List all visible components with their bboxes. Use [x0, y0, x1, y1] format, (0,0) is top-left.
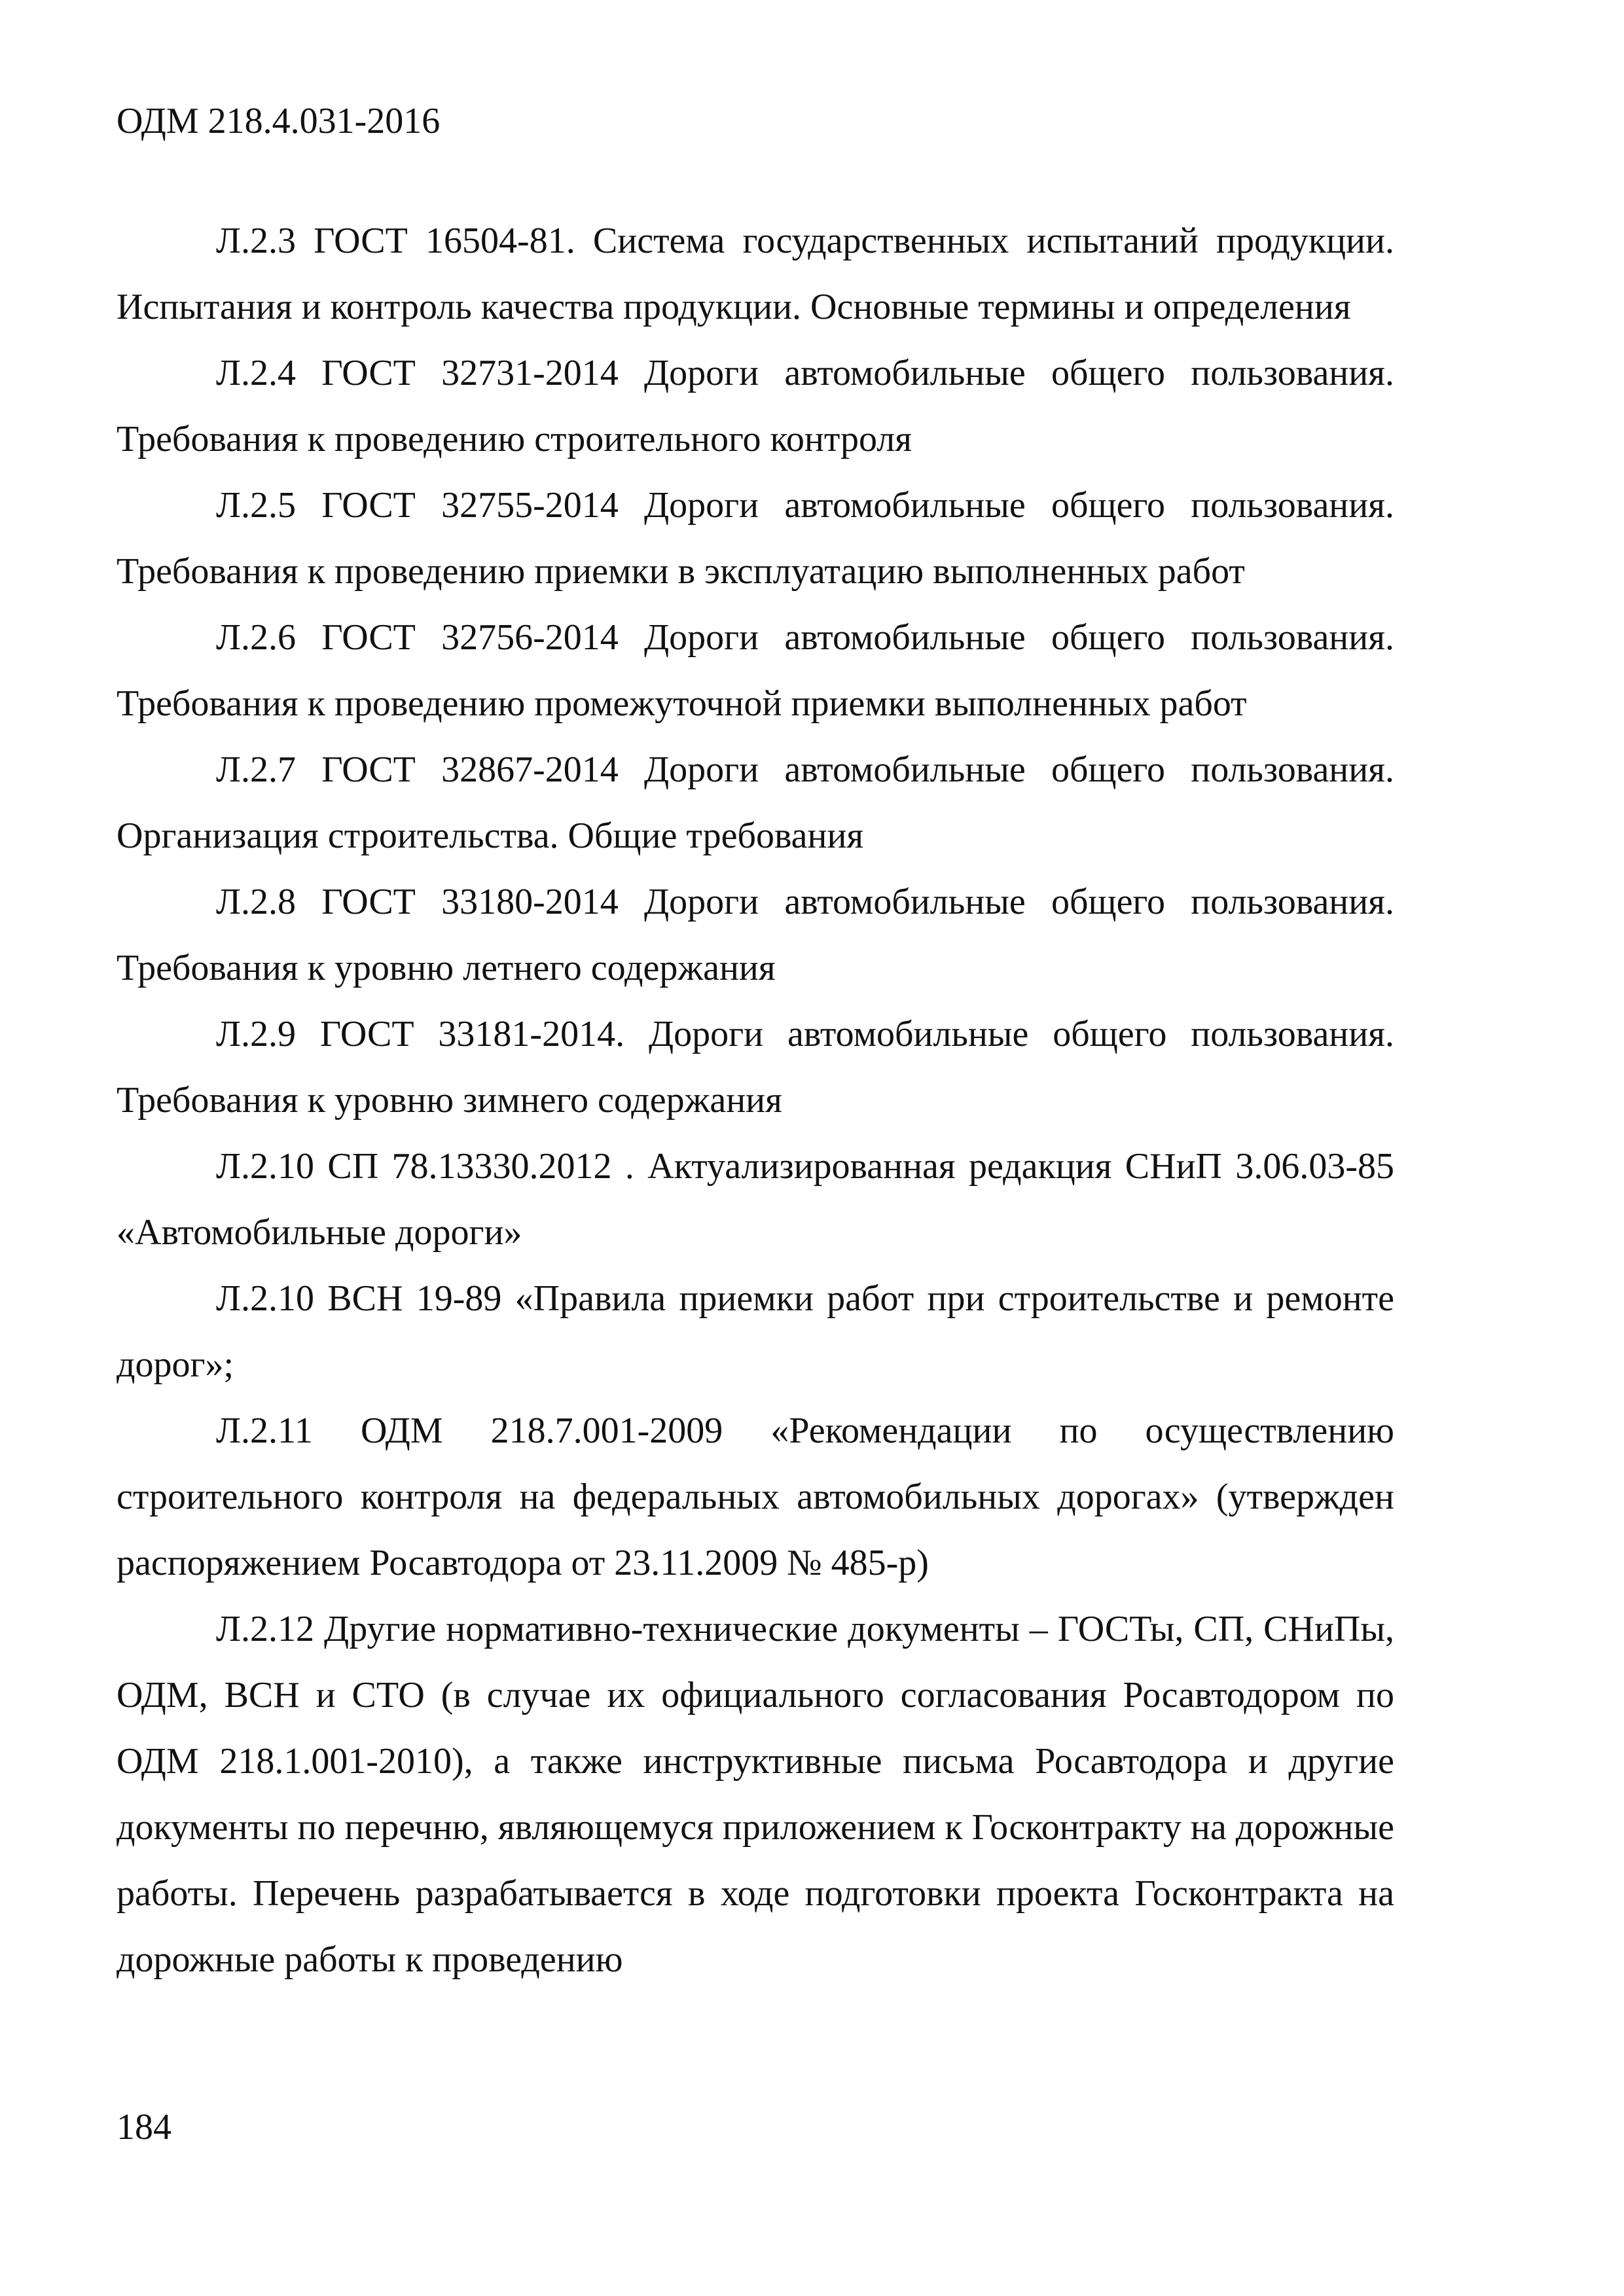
reference-item-l-2-10-sp: Л.2.10 СП 78.13330.2012 . Актуализированная редакция СНиП 3.06.03-85 «Автомобильные дороги» [117, 1146, 1394, 1253]
reference-item-l-2-12: Л.2.12 Другие нормативно-технические документы – ГОСТы, СП, СНиПы, ОДМ, ВСН и СТО (в случае их официального согласования Росавтодором по ОДМ 218.1.001-2010), а также инструктивные письма Росавтодора и другие документы по перечню, являющемуся приложением к Госконтракту на дорожные работы. Перечень разрабатывается в ходе подготовки проекта Госконтракта на дорожные работы к проведению [117, 1609, 1394, 1980]
reference-item-l-2-8: Л.2.8 ГОСТ 33180-2014 Дороги автомобильные общего пользования. Требования к уровню летнего содержания [117, 882, 1394, 988]
reference-item-l-2-9: Л.2.9 ГОСТ 33181-2014. Дороги автомобильные общего пользования. Требования к уровню зимнего содержания [117, 1014, 1394, 1121]
page-header: ОДМ 218.4.031-2016 [117, 101, 441, 141]
reference-item-l-2-4: Л.2.4 ГОСТ 32731-2014 Дороги автомобильные общего пользования. Требования к проведению строительного контроля [117, 353, 1394, 459]
reference-item-l-2-5: Л.2.5 ГОСТ 32755-2014 Дороги автомобильные общего пользования. Требования к проведению приемки в эксплуатацию выполненных работ [117, 485, 1394, 592]
reference-item-l-2-6: Л.2.6 ГОСТ 32756-2014 Дороги автомобильные общего пользования. Требования к проведению промежуточной приемки выполненных работ [117, 617, 1394, 724]
reference-item-l-2-11: Л.2.11 ОДМ 218.7.001-2009 «Рекомендации по осуществлению строительного контроля на федеральных автомобильных дорогах» (утвержден распоряжением Росавтодора от 23.11.2009 № 485-р) [117, 1410, 1394, 1583]
references-list [117, 208, 1394, 1993]
reference-item-l-2-10-vsn: Л.2.10 ВСН 19-89 «Правила приемки работ при строительстве и ремонте дорог»; [117, 1278, 1394, 1385]
reference-item-l-2-3: Л.2.3 ГОСТ 16504-81. Система государственных испытаний продукции. Испытания и контроль качества продукции. Основные термины и определения [117, 221, 1394, 327]
reference-item-l-2-7: Л.2.7 ГОСТ 32867-2014 Дороги автомобильные общего пользования. Организация строительства. Общие требования [117, 749, 1394, 856]
page-number: 184 [117, 2107, 171, 2147]
